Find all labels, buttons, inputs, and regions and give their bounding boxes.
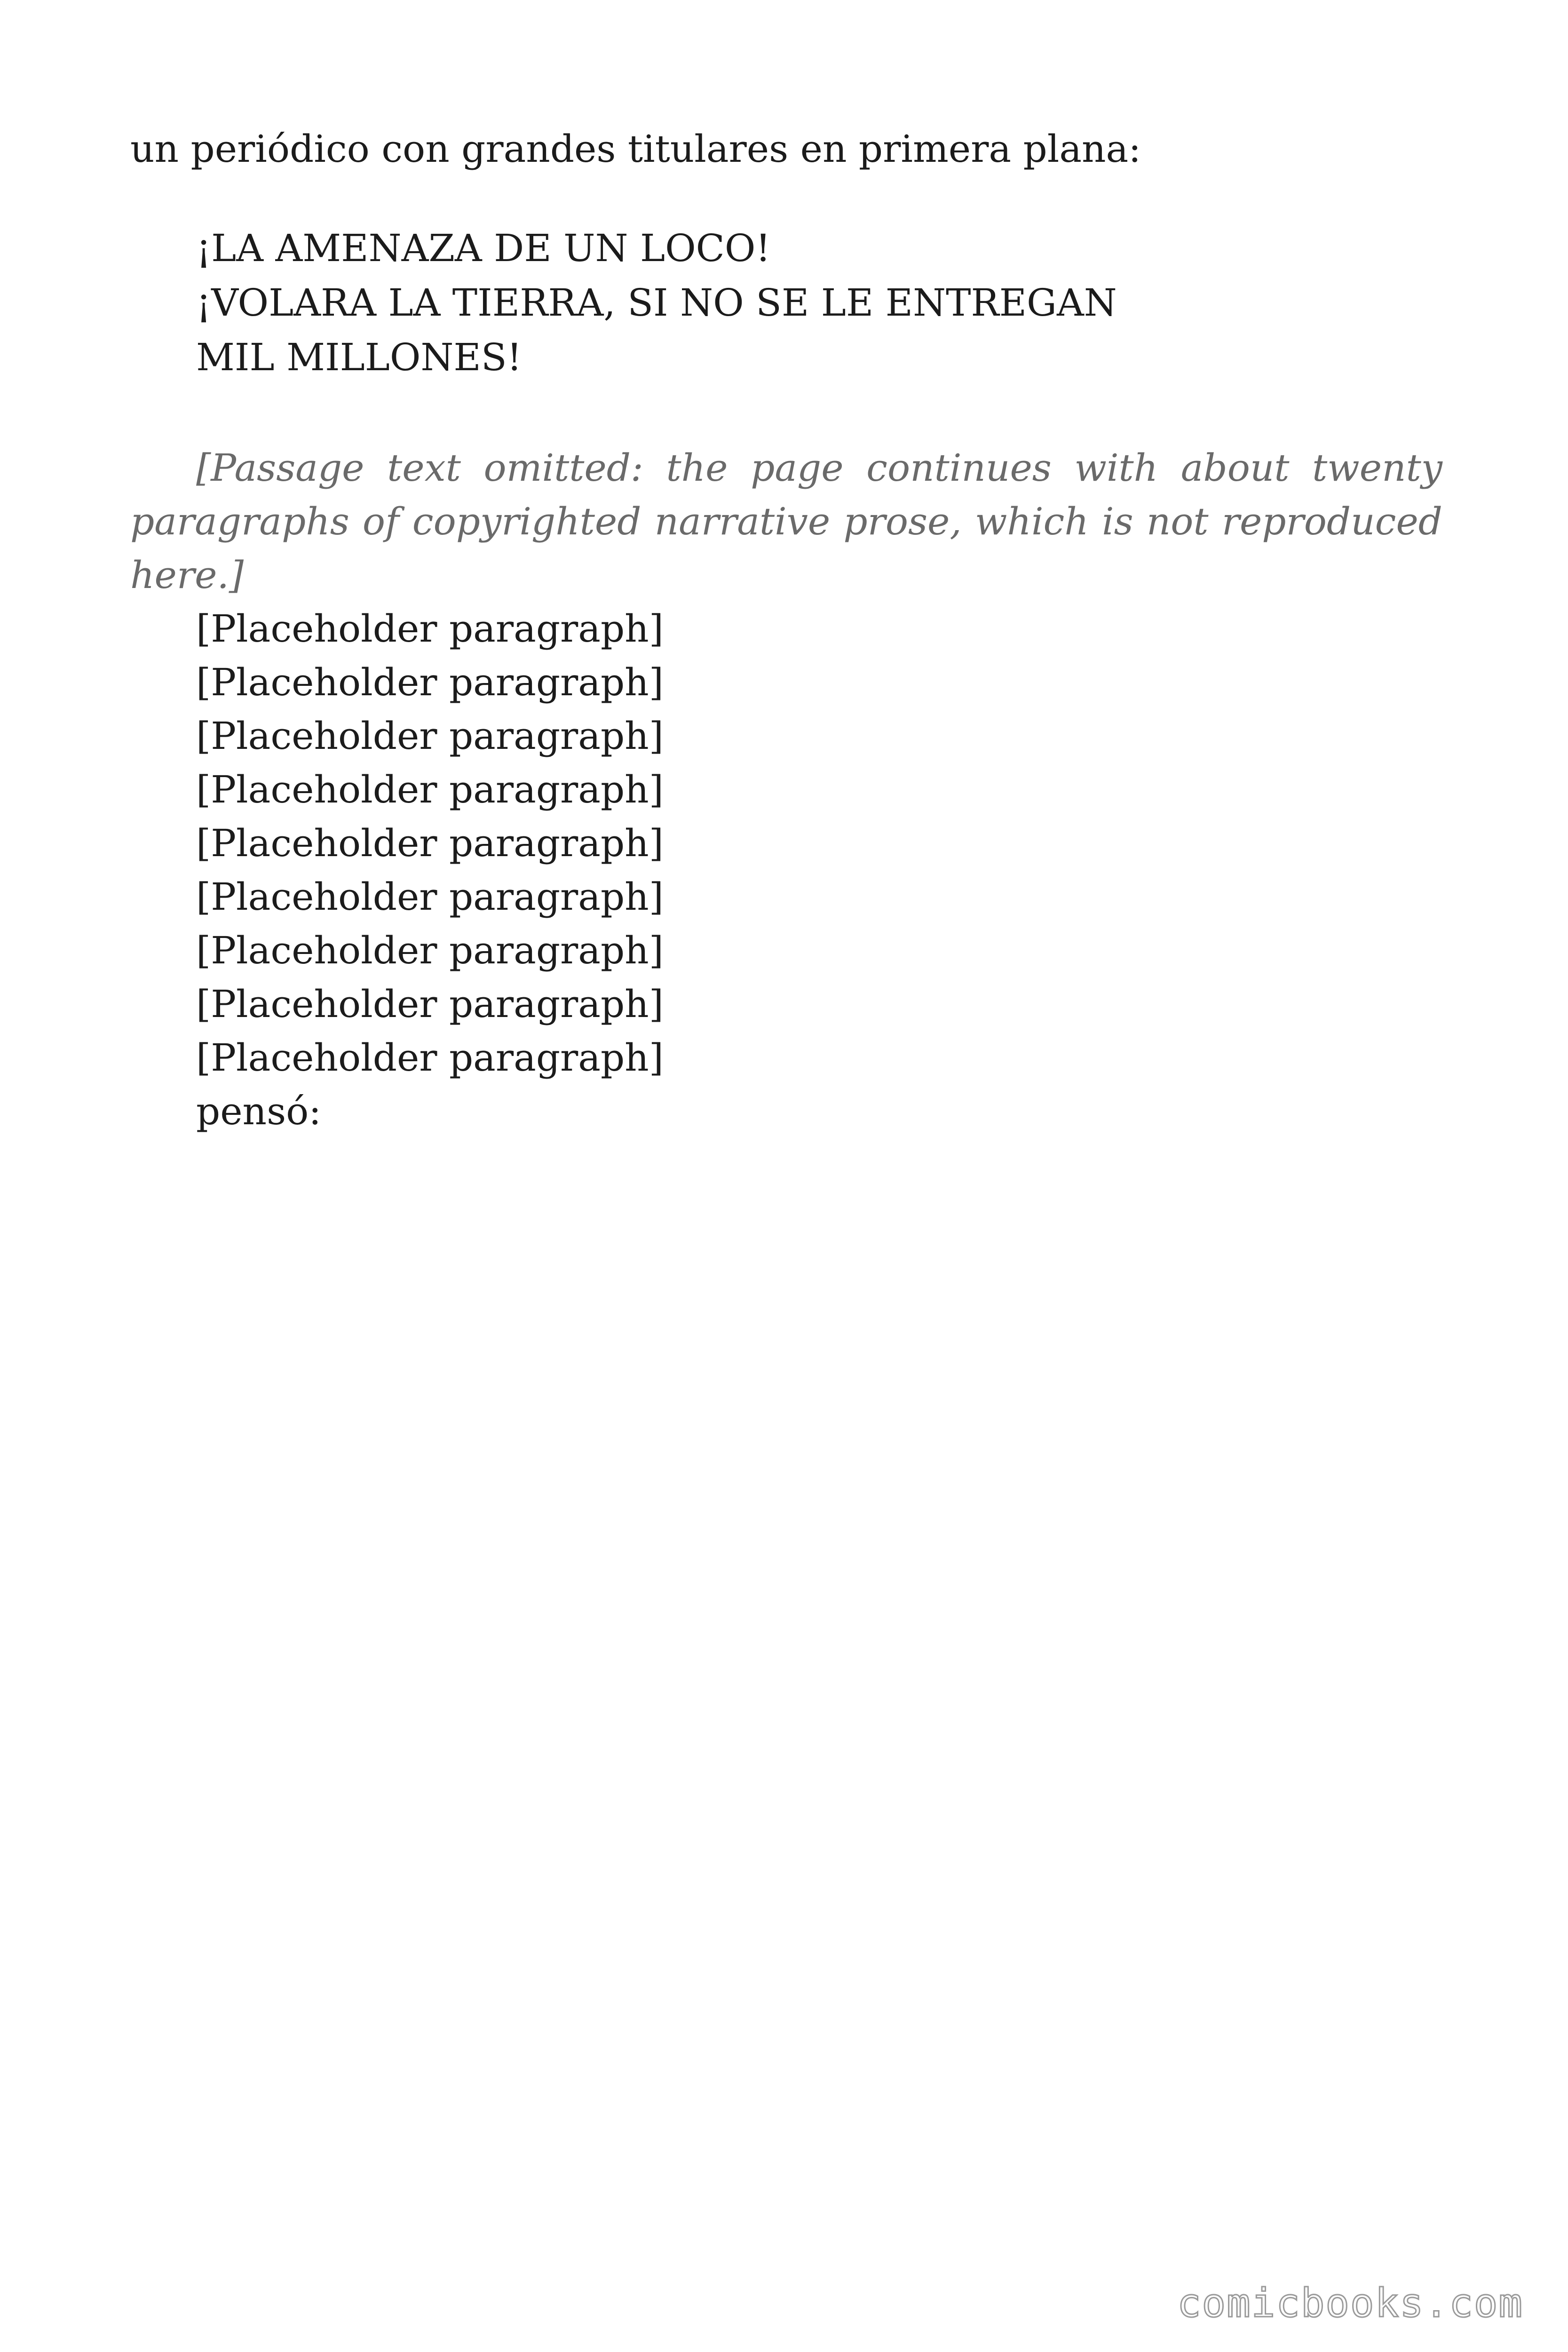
paragraph: [Placeholder paragraph] xyxy=(196,982,664,1026)
omission-note: [Passage text omitted: the page continues with about twenty paragraphs of copyrighted narrative prose, which is not reproduced here.] xyxy=(130,446,1442,597)
lead-line: un periódico con grandes titulares en primera plana: xyxy=(130,127,1141,171)
paragraph: [Placeholder paragraph] xyxy=(196,875,664,919)
headline-line-3: MIL MILLONES! xyxy=(196,335,522,379)
paragraph: [Placeholder paragraph] xyxy=(196,607,664,651)
newspaper-headline xyxy=(196,221,1442,385)
paragraph: [Placeholder paragraph] xyxy=(196,1036,664,1080)
headline-line-1: ¡LA AMENAZA DE UN LOCO! xyxy=(196,226,771,270)
headline-line-2: ¡VOLARA LA TIERRA, SI NO SE LE ENTREGAN xyxy=(196,281,1117,325)
paragraph: [Placeholder paragraph] xyxy=(196,768,664,811)
paragraph: [Placeholder paragraph] xyxy=(196,660,664,704)
paragraph: [Placeholder paragraph] xyxy=(196,821,664,865)
book-page xyxy=(130,122,1442,1138)
paragraph-final: pensó: xyxy=(196,1089,322,1133)
paragraph: [Placeholder paragraph] xyxy=(196,714,664,758)
paragraph: [Placeholder paragraph] xyxy=(196,929,664,972)
body-text xyxy=(130,441,1442,1138)
watermark: comicbooks.com xyxy=(1177,2280,1523,2326)
